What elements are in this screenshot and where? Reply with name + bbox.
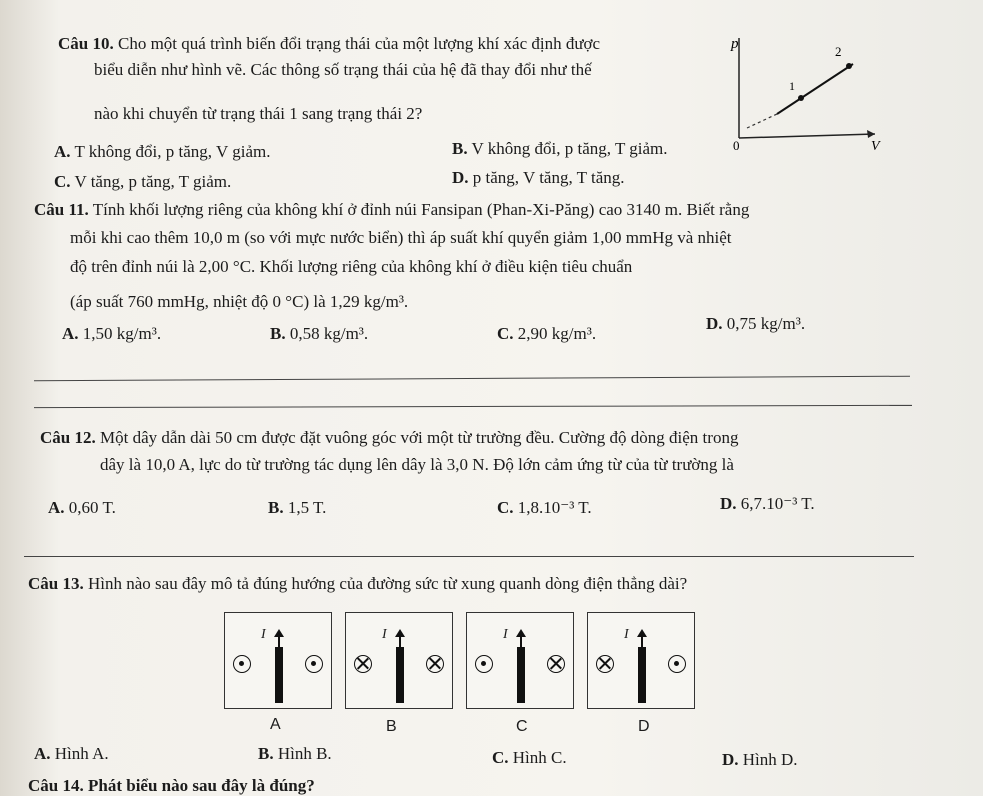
v-label: V xyxy=(871,139,880,150)
dot-out-icon xyxy=(475,655,493,673)
current-label: I xyxy=(624,627,629,642)
figure-d-label: D xyxy=(638,718,650,735)
q13-option-a[interactable]: A. Hình A. xyxy=(34,744,109,763)
q11-line2: mỗi khi cao thêm 10,0 m (so với mực nước biển) thì áp suất khí quyển giảm 1,00 mmHg và nhiệt xyxy=(70,228,732,247)
q10-option-a[interactable]: A. T không đổi, p tăng, V giảm. xyxy=(54,142,271,161)
wire xyxy=(517,647,525,703)
q10-line3: nào khi chuyển từ trạng thái 1 sang trạng thái 2? xyxy=(94,104,423,123)
v-axis xyxy=(739,134,875,138)
q12-option-c[interactable]: C. 1,8.10⁻³ T. xyxy=(497,498,592,517)
q10-line1: Câu 10. Cho một quá trình biến đổi trạng thái của một lượng khí xác định được xyxy=(58,34,601,53)
q10-option-d[interactable]: D. p tăng, V tăng, T tăng. xyxy=(452,168,625,187)
q11-line3: độ trên đỉnh núi là 2,00 °C. Khối lượng riêng của không khí ở điều kiện tiêu chuẩn xyxy=(70,257,633,276)
current-arrow-icon xyxy=(396,629,404,647)
current-label: I xyxy=(261,627,266,642)
cross-in-icon xyxy=(596,655,614,673)
q13-option-b[interactable]: B. Hình B. xyxy=(258,744,332,763)
q11-line4: (áp suất 760 mmHg, nhiệt độ 0 °C) là 1,29 kg/m³. xyxy=(70,292,409,311)
figure-a[interactable] xyxy=(224,612,332,709)
state-1-point xyxy=(798,95,804,101)
figure-c[interactable] xyxy=(466,612,574,709)
q11-option-b[interactable]: B. 0,58 kg/m³. xyxy=(270,324,369,343)
q10-option-b[interactable]: B. V không đổi, p tăng, T giảm. xyxy=(452,139,668,158)
q13-option-d[interactable]: D. Hình D. xyxy=(722,750,798,769)
cross-in-icon xyxy=(426,655,444,673)
point-2-label: 2 xyxy=(835,44,842,59)
q11-option-a[interactable]: A. 1,50 kg/m³. xyxy=(62,324,162,343)
q12-line2: dây là 10,0 A, lực do từ trường tác dụng lên dây là 3,0 N. Độ lớn cảm ứng từ của từ trường là xyxy=(100,455,734,474)
p-label: p xyxy=(731,36,739,52)
figure-b-label: B xyxy=(386,718,397,735)
figure-c-label: C xyxy=(516,718,528,735)
current-label: I xyxy=(382,627,387,642)
wire xyxy=(396,647,404,703)
figure-a-label: A xyxy=(270,716,281,733)
q14-line1: Câu 14. Phát biểu nào sau đây là đúng? xyxy=(28,776,315,795)
figure-b[interactable] xyxy=(345,612,453,709)
q12-option-a[interactable]: A. 0,60 T. xyxy=(48,498,116,517)
pv-graph xyxy=(725,30,885,150)
current-arrow-icon xyxy=(517,629,525,647)
figure-d[interactable] xyxy=(587,612,695,709)
current-arrow-icon xyxy=(275,629,283,647)
q12-option-d[interactable]: D. 6,7.10⁻³ T. xyxy=(720,494,815,513)
origin-label: 0 xyxy=(733,138,740,150)
q12-option-b[interactable]: B. 1,5 T. xyxy=(268,498,327,517)
dot-out-icon xyxy=(305,655,323,673)
cross-in-icon xyxy=(354,655,372,673)
wire xyxy=(275,647,283,703)
point-1-label: 1 xyxy=(789,79,795,93)
q11-line1: Câu 11. Tính khối lượng riêng của không khí ở đỉnh núi Fansipan (Phan-Xi-Păng) cao 3140 m. Biết rằng xyxy=(34,200,750,219)
extension-dashed-line xyxy=(747,114,777,128)
q11-option-c[interactable]: C. 2,90 kg/m³. xyxy=(497,324,597,343)
answer-line xyxy=(24,556,914,557)
dot-out-icon xyxy=(233,655,251,673)
current-label: I xyxy=(503,627,508,642)
q10-option-c[interactable]: C. V tăng, p tăng, T giảm. xyxy=(54,172,232,191)
state-2-point xyxy=(846,63,852,69)
current-arrow-icon xyxy=(638,629,646,647)
q13-line1: Câu 13. Hình nào sau đây mô tả đúng hướng của đường sức từ xung quanh dòng điện thẳng dài? xyxy=(28,574,688,593)
wire xyxy=(638,647,646,703)
q10-line2: biểu diễn như hình vẽ. Các thông số trạng thái của hệ đã thay đổi như thế xyxy=(94,60,592,79)
cross-in-icon xyxy=(547,655,565,673)
q12-line1: Câu 12. Một dây dẫn dài 50 cm được đặt vuông góc với một từ trường đều. Cường độ dòng điện trong xyxy=(40,428,739,447)
q11-option-d[interactable]: D. 0,75 kg/m³. xyxy=(706,314,806,333)
dot-out-icon xyxy=(668,655,686,673)
q13-option-c[interactable]: C. Hình C. xyxy=(492,748,567,767)
